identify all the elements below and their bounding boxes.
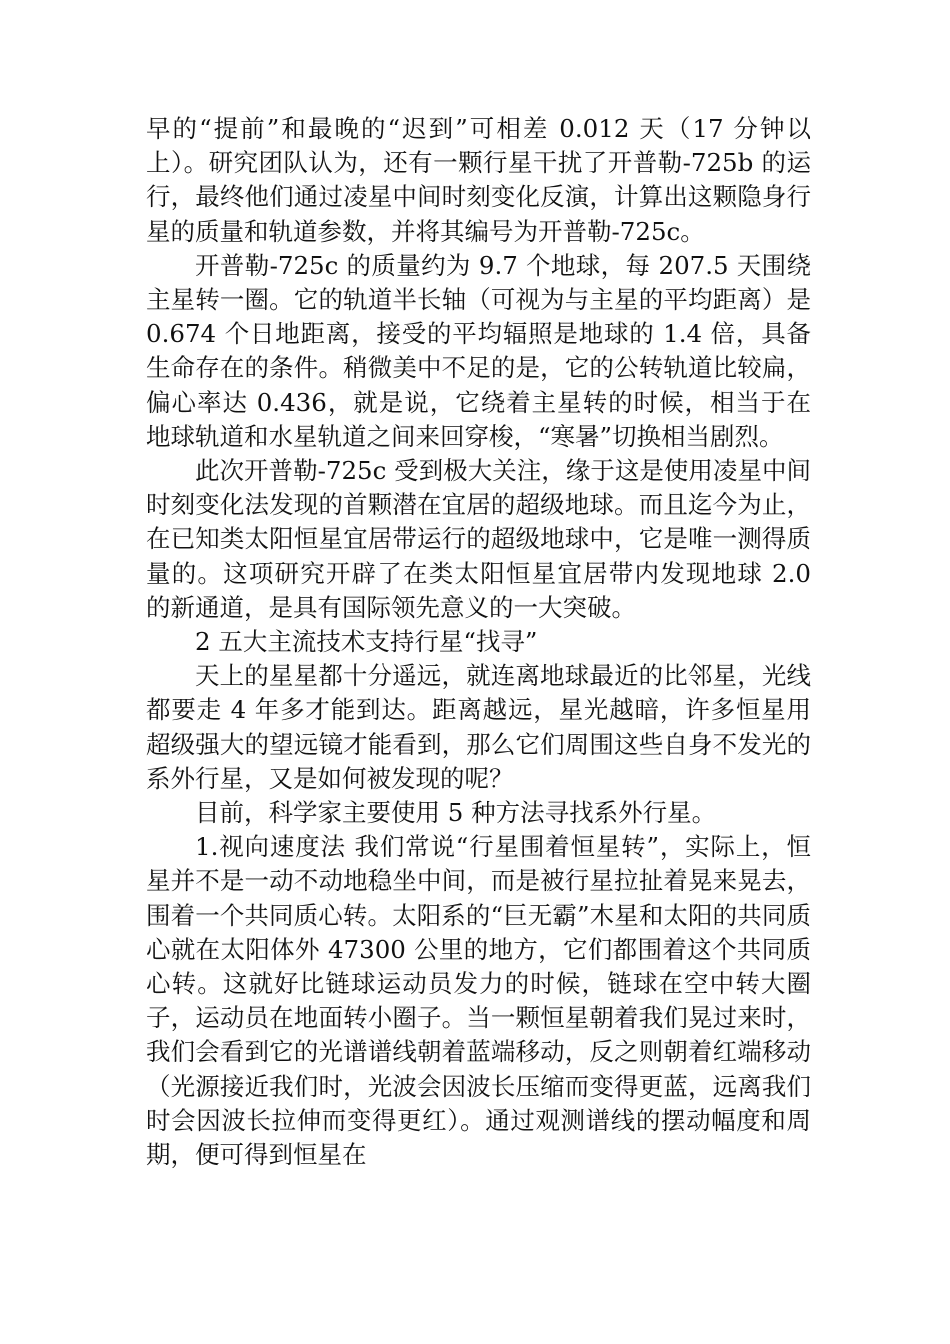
section-heading: 2 五大主流技术支持行星“找寻” [195,627,538,657]
paragraph-five-methods: 目前，科学家主要使用 5 种方法寻找系外行星。 [195,798,717,828]
paragraph-distant-stars: 天上的星星都十分遥远，就连离地球最近的比邻星，光线都要走 4 年多才能到达。距离越远，星光越暗，许多恒星用超级强大的望远镜才能看到，那么它们周围这些自身不发光的系外行星，又是如何被发现的呢？ [146,661,811,793]
paragraph-radial-velocity: 1.视向速度法 我们常说“行星围着恒星转”，实际上，恒星并不是一动不动地稳坐中间，而是被行星拉扯着晃来晃去，围着一个共同质心转。太阳系的“巨无霸”木星和太阳的共同质心就在太阳体外 47300 公里的地方，它们都围着这个共同质心转。这就好比链球运动员发力的时候，链球在空中转大圈子，运动员在地面转小圈子。当一颗恒星朝着我们晃过来时，我们会看到它的光谱谱线朝着蓝端移动，反之则朝着红端移动（光源接近我们时，光波会因波长压缩而变得更蓝，远离我们时会因波长拉伸而变得更红）。通过观测谱线的摆动幅度和周期，便可得到恒星在 [146,832,811,1170]
paragraph-discovery-significance: 此次开普勒-725c 受到极大关注，缘于这是使用凌星中间时刻变化法发现的首颗潜在宜居的超级地球。而且迄今为止，在已知类太阳恒星宜居带运行的超级地球中，它是唯一测得质量的。这项研究开辟了在类太阳恒星宜居带内发现地球 2.0 的新通道，是具有国际领先意义的一大突破。 [146,456,811,622]
paragraph-kepler-725c-properties: 开普勒-725c 的质量约为 9.7 个地球，每 207.5 天围绕主星转一圈。它的轨道半长轴（可视为与主星的平均距离）是 0.674 个日地距离，接受的平均辐照是地球的 1.4 倍，具备生命存在的条件。稍微美中不足的是，它的公转轨道比较扁，偏心率达 0.436，就是说，它绕着主星转的时候，相当于在地球轨道和水星轨道之间来回穿梭，“寒暑”切换相当剧烈。 [146,250,811,451]
article-body [146,112,811,1172]
paragraph-continued: 早的“提前”和最晚的“迟到”可相差 0.012 天（17 分钟以上）。研究团队认为，还有一颗行星干扰了开普勒-725b 的运行，最终他们通过凌星中间时刻变化反演，计算出这颗隐身行星的质量和轨道参数，并将其编号为开普勒-725c。 [146,114,811,246]
